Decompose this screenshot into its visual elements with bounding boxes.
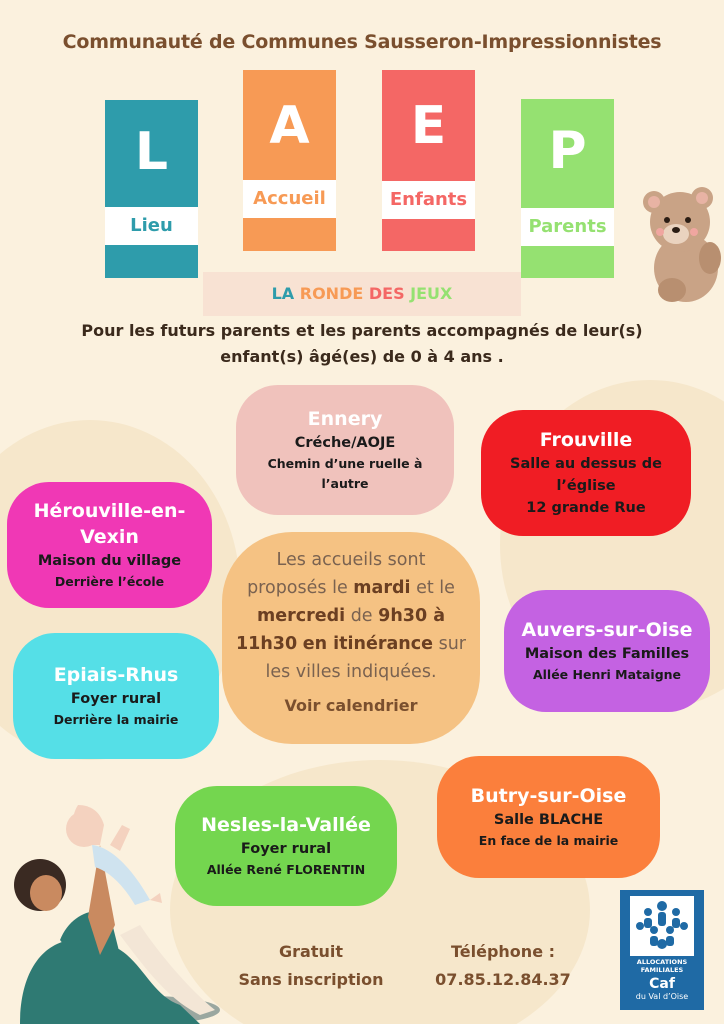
block-letter: L [134, 122, 169, 182]
venue-butry [437, 756, 660, 878]
see-calendar-link: Voir calendrier [284, 696, 418, 715]
venue-address: Derrière l’école [54, 574, 165, 589]
caf-department: du Val d’Oise [635, 992, 689, 1001]
venue-frouville [481, 410, 691, 536]
block-lieu [105, 100, 198, 278]
footer-contact [428, 938, 578, 994]
venue-place: Maison des Familles [524, 646, 690, 662]
venue-city: Vexin [80, 526, 139, 548]
venue-city: Frouville [539, 429, 633, 451]
schedule-info-bubble [222, 532, 480, 744]
venue-place: Créche/AOJE [294, 435, 396, 451]
footer-phone-label: Téléphone : [450, 942, 556, 961]
venue-ennery [236, 385, 454, 515]
caf-tagline [620, 958, 704, 974]
venue-city: Ennery [307, 408, 383, 430]
venue-city: Nesles-la-Vallée [201, 814, 371, 836]
footer-no-signup: Sans inscription [238, 970, 384, 989]
schedule-time-end: 11h30 [236, 634, 298, 654]
teddy-bear-icon [624, 178, 724, 308]
block-letter: E [410, 96, 447, 156]
venue-city: Epiais-Rhus [53, 664, 179, 686]
venue-address: Derrière la mairie [53, 712, 179, 727]
block-word: Enfants [382, 181, 475, 219]
venue-address: Chemin d’une ruelle à [267, 456, 423, 471]
schedule-day-tuesday: mardi [353, 578, 411, 598]
venue-address: 12 grande Rue [526, 500, 646, 516]
footer-phone-number: 07.85.12.84.37 [435, 970, 571, 989]
venue-place: Salle BLACHE [493, 812, 604, 828]
venue-herouville [7, 482, 212, 608]
parent-baby-illustration [0, 805, 235, 1024]
venue-address: Allée René FLORENTIN [206, 862, 366, 877]
venue-auvers [504, 590, 710, 712]
venue-city: Hérouville-en- [33, 500, 186, 522]
block-parents [521, 99, 614, 278]
schedule-text-part: de [350, 606, 373, 626]
venue-place: Foyer rural [240, 841, 332, 857]
block-word: Lieu [105, 207, 198, 245]
block-word: Accueil [243, 180, 336, 218]
venue-place: Maison du village [37, 553, 182, 569]
schedule-text-part: les villes indiquées. [265, 662, 437, 682]
venue-city: Butry-sur-Oise [470, 785, 627, 807]
ronde-word-des: DES [368, 284, 405, 303]
footer-access [226, 938, 396, 994]
venue-place: Salle au dessus de [510, 456, 662, 472]
schedule-text-part: proposés le [247, 578, 348, 598]
block-accueil [243, 70, 336, 251]
caf-name: Caf [649, 976, 675, 992]
ronde-word-ronde: RONDE [299, 284, 364, 303]
schedule-text-part: Les accueils sont [276, 550, 426, 570]
venue-address: l’église [556, 478, 616, 494]
schedule-text-part: sur [438, 634, 466, 654]
caf-logo [620, 890, 704, 1010]
schedule-itinerance: en itinérance [302, 634, 434, 654]
venue-city: Auvers-sur-Oise [521, 619, 693, 641]
venue-epiais [13, 633, 219, 759]
schedule-time-start: 9h30 à [378, 606, 446, 626]
venue-address: Allée Henri Mataigne [532, 667, 682, 682]
block-enfants [382, 70, 475, 251]
block-letter: A [269, 96, 310, 156]
schedule-text [222, 546, 480, 686]
venue-address: En face de la mairie [478, 833, 619, 848]
footer-free: Gratuit [279, 942, 343, 961]
ronde-des-jeux-banner [203, 272, 521, 316]
subtitle-line: enfant(s) âgé(es) de 0 à 4 ans . [220, 347, 504, 366]
ronde-word-la: LA [271, 284, 295, 303]
venue-address: l’autre [321, 476, 369, 491]
audience-subtitle [40, 318, 684, 370]
schedule-text-part: et le [416, 578, 455, 598]
block-word: Parents [521, 208, 614, 246]
subtitle-line: Pour les futurs parents et les parents accompagnés de leur(s) [81, 321, 643, 340]
block-letter: P [548, 121, 587, 181]
venue-place: Foyer rural [70, 691, 162, 707]
caf-family-icon [630, 896, 694, 956]
caf-tagline-line: FAMILIALES [640, 966, 684, 974]
header-title: Communauté de Communes Sausseron-Impressionnistes [62, 31, 662, 53]
ronde-word-jeux: JEUX [410, 284, 453, 303]
schedule-day-wednesday: mercredi [256, 606, 346, 626]
caf-tagline-line: ALLOCATIONS [636, 958, 688, 966]
